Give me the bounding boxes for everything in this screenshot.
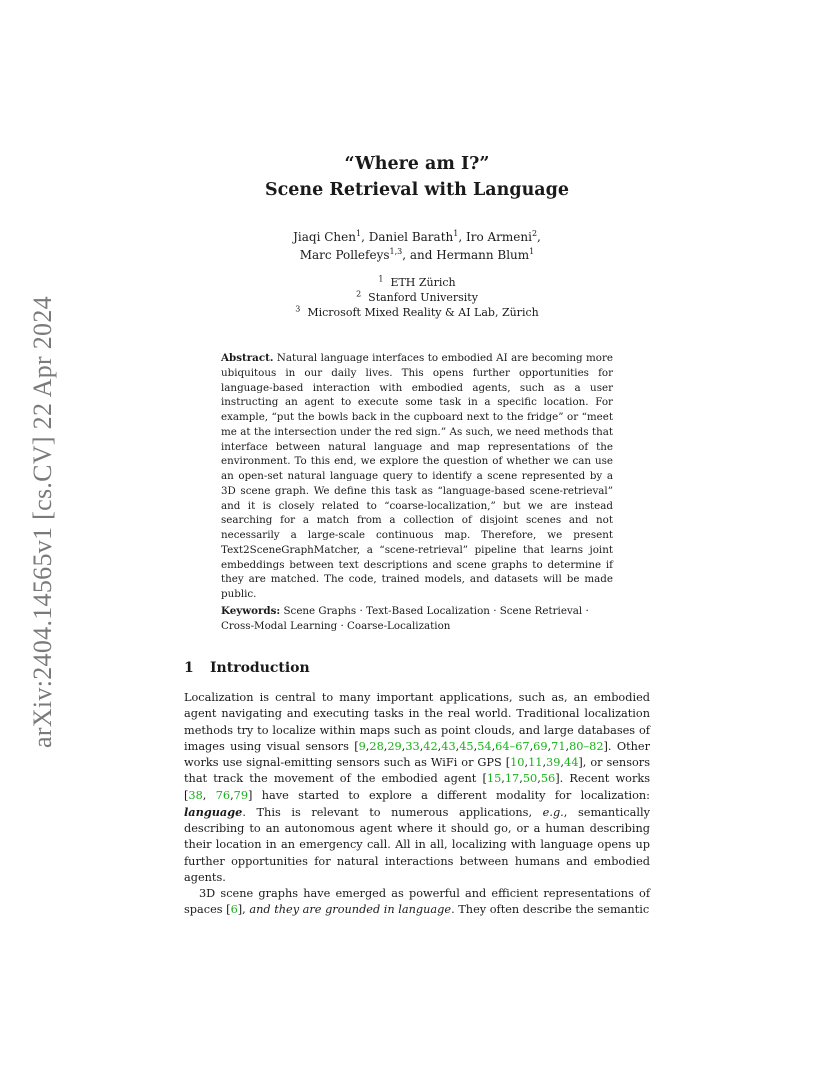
author-affil-sup: 1,3 [389, 247, 403, 256]
abstract [221, 351, 613, 602]
paper-title [184, 151, 650, 203]
affiliation-sup: 1 [378, 274, 384, 284]
citation-link[interactable]: 64–67 [495, 739, 530, 753]
author-name: Hermann Blum [436, 248, 530, 262]
keywords [221, 604, 613, 634]
affiliation-item [184, 275, 650, 290]
author-affil-sup: 1 [453, 229, 459, 238]
title-line-1: “Where am I?” [344, 154, 490, 174]
citation-link[interactable]: 39 [546, 756, 561, 769]
affiliation-item [184, 305, 650, 320]
citation-link[interactable]: 38 [188, 788, 203, 802]
paragraph-2 [184, 886, 650, 919]
text-run: ], or sensors that track the movement of the embodied agent [ [184, 756, 650, 786]
author-affil-sup: 1 [356, 229, 362, 238]
body-text [184, 690, 650, 919]
text-run: ], [237, 903, 250, 917]
citation-link[interactable]: 11 [528, 756, 543, 769]
citation-link[interactable]: 45 [459, 739, 474, 753]
citation-link[interactable]: 9 [358, 739, 366, 753]
citation-link[interactable]: 43 [441, 739, 456, 753]
text-eg: e.g. [542, 805, 564, 819]
author-affil-sup: 2 [531, 229, 538, 238]
text-run: . They often describe the semantic [451, 903, 650, 917]
affiliation-name: Microsoft Mixed Reality & AI Lab, Zürich [307, 306, 539, 319]
arxiv-identifier-stamp [23, 283, 63, 761]
section-title: Introduction [210, 660, 310, 676]
text-run: ]. Recent works [ [184, 772, 650, 802]
author-line-2: Marc Pollefeys$^{1,3}$, and Hermann Blum$^1$ [299, 247, 535, 262]
title-line-2: Scene Retrieval with Language [264, 180, 570, 200]
affiliation-name: Stanford University [368, 291, 478, 304]
citation-link[interactable]: 50 [522, 772, 538, 786]
text-run: ]. Other works use signal-emitting sensors such as WiFi or GPS [ [184, 739, 650, 769]
citation-link[interactable]: 54 [477, 739, 492, 753]
keywords-text: Scene Graphs · Text-Based Localization · Scene Retrieval · Cross-Modal Learning · Coarse-Localization [221, 605, 589, 632]
text-run: 3D scene graphs have emerged as powerful and efficient representations of spaces [ [184, 887, 650, 917]
citation-link[interactable]: 56 [540, 772, 556, 786]
citation-link[interactable]: 28 [369, 739, 384, 753]
citation-link[interactable]: 10 [510, 756, 525, 769]
abstract-label: Abstract. [221, 352, 274, 364]
affiliation-list [184, 275, 650, 320]
citation-link[interactable]: 44 [564, 756, 579, 769]
emphasis-language: language [184, 804, 243, 819]
affiliation-sup: 3 [295, 304, 301, 314]
author-name: Marc Pollefeys [299, 248, 390, 262]
keywords-label: Keywords: [221, 605, 281, 617]
citation-link[interactable]: 69 [533, 739, 548, 753]
citation-link[interactable]: 17 [504, 772, 520, 786]
arxiv-stamp-text: arXiv:2404.14565v1 [cs.CV] 22 Apr 2024 [28, 296, 58, 748]
author-name: Jiaqi Chen [293, 230, 356, 244]
affiliation-item [184, 290, 650, 305]
italic-phrase: and they are grounded in language [249, 903, 452, 917]
author-name: Iro Armeni [465, 230, 532, 244]
text-run: Localization is central to many important applications, such as, an embodied agent navigating and executing tasks in the real world. Traditional localization methods try to localize within maps such as point clouds, and large databases of images using visual sensors [ [184, 691, 650, 753]
citation-link[interactable]: 33 [405, 739, 420, 753]
citation-link[interactable]: 80–82 [569, 739, 604, 753]
affiliation-name: ETH Zürich [390, 276, 456, 289]
citation-link[interactable]: 42 [423, 739, 438, 753]
text-run: ] have started to explore a different modality for localization: [248, 788, 650, 802]
citation-link[interactable]: 76 [215, 788, 231, 802]
section-heading [184, 658, 310, 678]
text-run: . This is relevant to numerous applications, [242, 805, 543, 819]
citation-link[interactable]: 29 [387, 739, 402, 753]
author-list [184, 228, 650, 264]
author-line-1: Jiaqi Chen$^1$, Daniel Barath$^1$, Iro Armeni$^2$, [293, 229, 541, 244]
author-name: Daniel Barath [368, 230, 454, 244]
text-run: , semantically describing to an autonomous agent where it should go, or a human describing their location in an emergency call. All in all, localizing with language opens up further opportunities for natural interactions between humans and embodied agents. [184, 805, 650, 884]
section-number: 1 [184, 660, 194, 676]
paragraph-1: Localization is central to many important applications, such as, an embodied agent navigating and executing tasks in the real world. Traditional localization methods try to localize within maps such as point clouds, and large databases of images using visual sensors [9,28,29,33,42,43,45,54,64–67,69,71,80–82]. Other works use signal-emitting sensors such as WiFi or GPS [10,11,39,44], or sensors that track the movement of the embodied agent [15,17,50,56]. Recent works [38, 76,79] have started to explore a different modality for localization: language. This is relevant to numerous applications, e.g., semantically describing to an autonomous agent where it should go, or a human describing their location in an emergency call. All in all, localizing with language opens up further opportunities for natural interactions between humans and embodied agents. [184, 691, 650, 884]
citation-link[interactable]: 15 [486, 772, 502, 786]
author-affil-sup: 1 [529, 247, 535, 256]
affiliation-sup: 2 [356, 289, 362, 299]
citation-link[interactable]: 71 [551, 739, 566, 753]
citation-link[interactable]: 79 [233, 788, 249, 802]
citation-link[interactable]: 6 [230, 903, 238, 917]
abstract-text: Natural language interfaces to embodied AI are becoming more ubiquitous in our daily lives. This opens further opportunities for language-based interaction with embodied agents, such as a user instructing an agent to execute some task in a specific location. For example, “put the bowls back in the cupboard next to the fridge” or “meet me at the intersection under the red sign.” As such, we need methods that interface between natural language and map representations of the environment. To this end, we explore the question of whether we can use an open-set natural language query to identify a scene represented by a 3D scene graph. We define this task as “language-based scene-retrieval” and it is closely related to “coarse-localization,” but we are instead searching for a match from a collection of disjoint scenes and not necessarily a large-scale continuous map. Therefore, we present Text2SceneGraphMatcher, a “scene-retrieval” pipeline that learns joint embeddings between text descriptions and scene graphs to determine if they are matched. The code, trained models, and datasets will be made public. [221, 352, 613, 600]
